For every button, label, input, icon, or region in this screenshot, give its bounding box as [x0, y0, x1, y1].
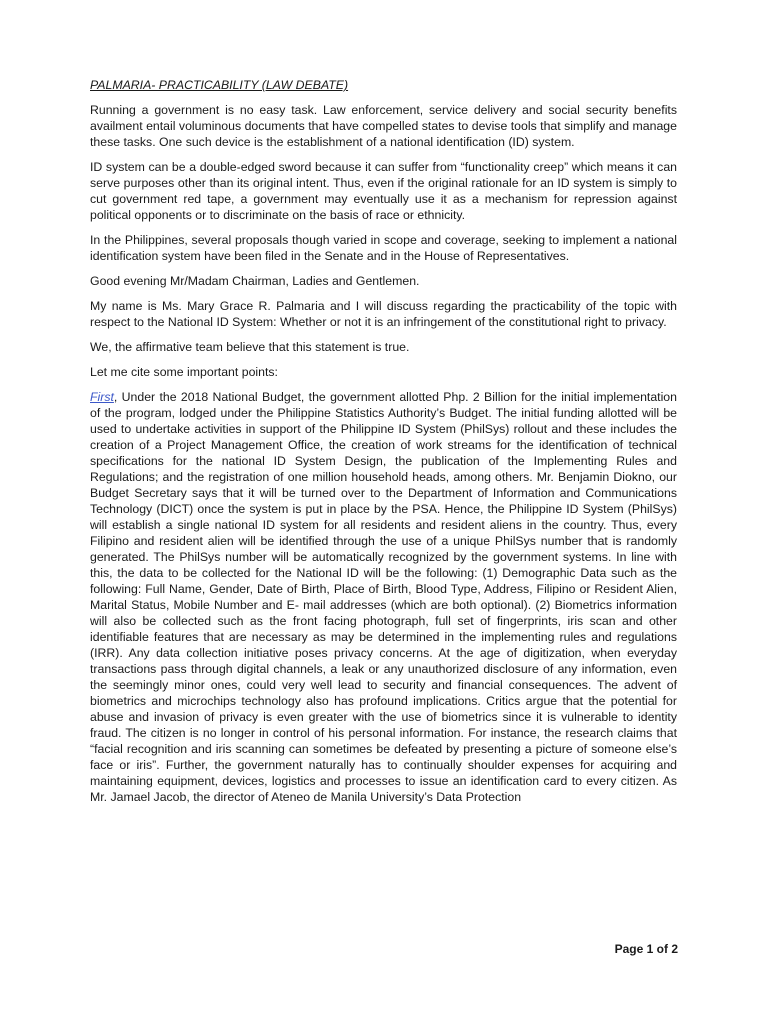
footer-page-total: 2 [671, 942, 678, 956]
footer-page-of: of [656, 942, 668, 956]
paragraph-philippines-proposals: In the Philippines, several proposals though varied in scope and coverage, seeking to implement a national identification system have been filed in the Senate and in the House of Representatives. [90, 233, 677, 263]
paragraph-first-point [90, 389, 677, 805]
paragraph-affirmative-stance: We, the affirmative team believe that this statement is true. [90, 340, 410, 354]
document-body [90, 77, 677, 814]
page-number-footer [615, 942, 678, 956]
first-point-link[interactable]: First [90, 390, 114, 404]
first-point-text: , Under the 2018 National Budget, the government allotted Php. 2 Billion for the initial implementation of the program, lodged under the Philippine Statistics Authority’s Budget. The initial funding allotted will be used to undertake activities in support of the Philippine ID System (PhilSys) rollout and these includes the creation of a Project Management Office, the creation of work streams for the identification of technical specifications for the national ID System Design, the publication of the Implementing Rules and Regulations; and the registration of one million household heads, among others. Mr. Benjamin Diokno, our Budget Secretary says that it will be turned over to the Department of Information and Communications Technology (DICT) once the system is put in place by the PSA. Hence, the Philippine ID System (PhilSys) will establish a single national ID system for all residents and resident aliens in the country. Thus, every Filipino and resident alien will be identified through the use of a unique PhilSys number that is randomly generated. The PhilSys number will be automatically recognized by the government systems. In line with this, the data to be collected for the National ID will be the following: (1) Demographic Data such as the following: Full Name, Gender, Date of Birth, Place of Birth, Blood Type, Address, Filipino or Resident Alien, Marital Status, Mobile Number and E- mail addresses (which are both optional). (2) Biometrics information will also be collected such as the front facing photograph, full set of fingerprints, iris scan and other identifiable features that are necessary as may be determined in the implementing rules and regulations (IRR). Any data collection initiative poses privacy concerns. At the age of digitization, when everyday transactions pass through digital channels, a leak or any unauthorized disclosure of any information, even the seemingly minor ones, could very well lead to security and financial consequences. The advent of biometrics and microchips technology also has profound implications. Critics argue that the potential for abuse and invasion of privacy is even greater with the use of biometrics since it is vulnerable to identity fraud. The citizen is no longer in control of his personal information. For instance, the research claims that “facial recognition and iris scanning can sometimes be defeated by presenting a picture of someone else’s face or iris”. Further, the government naturally has to continually shoulder expenses for acquiring and maintaining equipment, devices, logistics and processes to issue an identification card to every citizen. As Mr. Jamael Jacob, the director of Ateneo de Manila University’s Data Protection [90, 390, 677, 804]
paragraph-greeting: Good evening Mr/Madam Chairman, Ladies and Gentlemen. [90, 274, 420, 288]
paragraph-points-lead: Let me cite some important points: [90, 365, 278, 379]
paragraph-intro: Running a government is no easy task. Law enforcement, service delivery and social security benefits availment entail voluminous documents that have compelled states to devise tools that simplify and manage these tasks. One such device is the establishment of a national identification (ID) system. [90, 103, 677, 149]
paragraph-speaker-intro: My name is Ms. Mary Grace R. Palmaria and I will discuss regarding the practicability of the topic with respect to the National ID System: Whether or not it is an infringement of the constitutional right to privacy. [90, 299, 677, 329]
footer-page-current: 1 [646, 942, 654, 956]
footer-page-word: Page [614, 942, 644, 956]
paragraph-functionality-creep: ID system can be a double-edged sword because it can suffer from “functionality creep” which means it can serve purposes other than its original intent. Thus, even if the original rationale for an ID system is simply to cut government red tape, a government may eventually use it as a mechanism for repression against political opponents or to discriminate on the basis of race or ethnicity. [90, 160, 677, 222]
document-title: PALMARIA- PRACTICABILITY (LAW DEBATE) [90, 78, 349, 92]
